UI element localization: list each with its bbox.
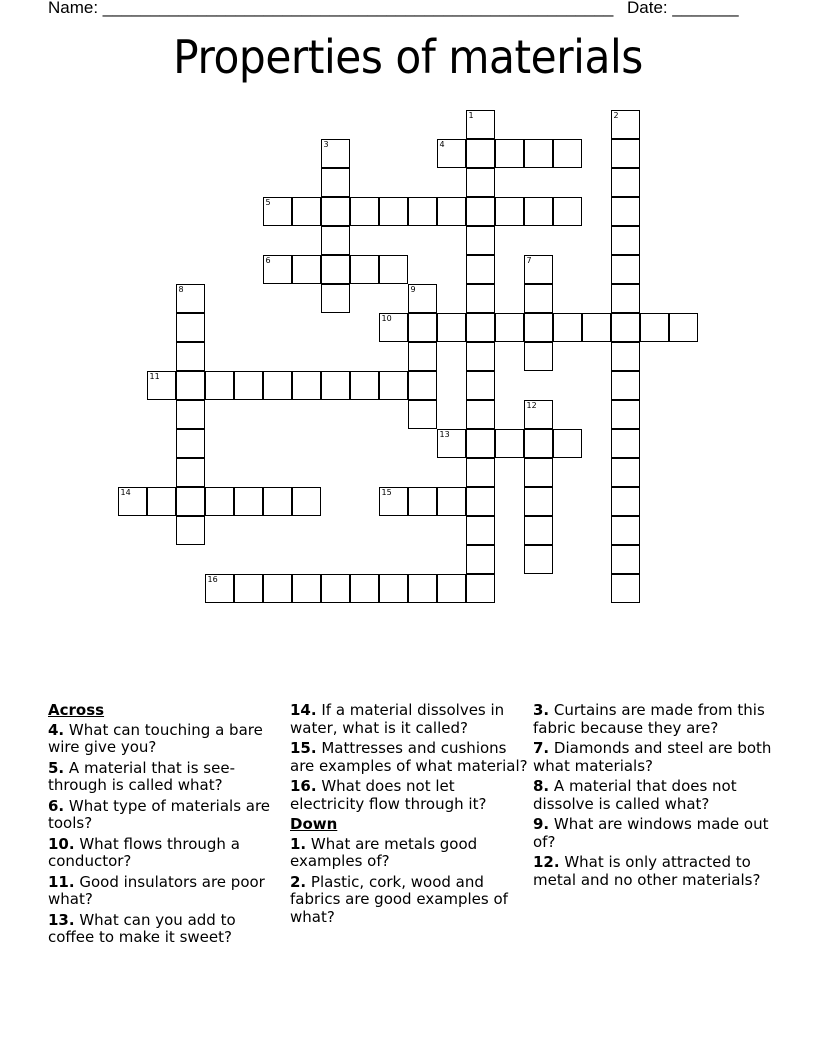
crossword-cell[interactable] bbox=[205, 487, 234, 516]
crossword-cell[interactable] bbox=[379, 574, 408, 603]
crossword-cell[interactable] bbox=[379, 197, 408, 226]
crossword-cell[interactable] bbox=[321, 255, 350, 284]
crossword-cell[interactable] bbox=[176, 371, 205, 400]
clue-number-label: 13 bbox=[439, 430, 450, 439]
crossword-cell[interactable] bbox=[466, 284, 495, 313]
crossword-cell[interactable] bbox=[176, 400, 205, 429]
crossword-cell[interactable] bbox=[466, 139, 495, 168]
crossword-cell[interactable] bbox=[350, 255, 379, 284]
clue-text: What are metals good examples of? bbox=[290, 834, 478, 870]
clue-number: 12. bbox=[533, 853, 560, 871]
crossword-cell[interactable] bbox=[263, 487, 292, 516]
crossword-cell[interactable] bbox=[350, 197, 379, 226]
crossword-cell[interactable] bbox=[292, 197, 321, 226]
clue-number-label: 10 bbox=[381, 314, 392, 323]
crossword-cell[interactable] bbox=[553, 139, 582, 168]
clue-number: 3. bbox=[533, 701, 550, 719]
clue-across-4 bbox=[48, 722, 280, 757]
crossword-cell[interactable] bbox=[176, 313, 205, 342]
clue-number-label: 9 bbox=[410, 285, 416, 294]
crossword-cell[interactable] bbox=[437, 487, 466, 516]
clue-number: 11. bbox=[48, 872, 75, 891]
clue-number-label: 16 bbox=[207, 575, 218, 584]
crossword-cell[interactable] bbox=[524, 545, 553, 574]
clue-number-label: 12 bbox=[526, 401, 537, 410]
clue-across-13 bbox=[48, 912, 280, 947]
clue-down-3 bbox=[533, 702, 773, 737]
clue-across-6 bbox=[48, 798, 280, 833]
clue-across-10 bbox=[48, 836, 280, 871]
clue-text: Curtains are made from this fabric because they are? bbox=[533, 701, 765, 737]
clue-text: Good insulators are poor what? bbox=[48, 872, 265, 908]
crossword-cell[interactable] bbox=[466, 226, 495, 255]
crossword-cell[interactable] bbox=[495, 197, 524, 226]
clue-text: A material that does not dissolve is called what? bbox=[533, 777, 737, 813]
crossword-cell[interactable] bbox=[292, 371, 321, 400]
clue-number: 15. bbox=[290, 739, 317, 757]
down-heading: Down bbox=[290, 815, 338, 833]
crossword-cell[interactable] bbox=[524, 487, 553, 516]
date-field-label: Date: _______ bbox=[627, 0, 739, 17]
crossword-cell[interactable] bbox=[263, 371, 292, 400]
crossword-cell[interactable] bbox=[408, 400, 437, 429]
clues-column-1 bbox=[48, 702, 280, 950]
crossword-cell[interactable] bbox=[263, 255, 292, 284]
crossword-cell[interactable] bbox=[611, 284, 640, 313]
crossword-cell[interactable] bbox=[321, 371, 350, 400]
clue-text: What does not let electricity flow through it? bbox=[290, 777, 487, 813]
crossword-cell[interactable] bbox=[466, 110, 495, 139]
crossword-cell[interactable] bbox=[611, 371, 640, 400]
crossword-cell[interactable] bbox=[553, 313, 582, 342]
crossword-cell[interactable] bbox=[437, 574, 466, 603]
clue-across-11 bbox=[48, 874, 280, 909]
clue-across-14 bbox=[290, 702, 528, 737]
crossword-cell[interactable] bbox=[408, 371, 437, 400]
clue-text: Diamonds and steel are both what materials? bbox=[533, 739, 772, 775]
crossword-cell[interactable] bbox=[118, 487, 147, 516]
crossword-cell[interactable] bbox=[263, 574, 292, 603]
crossword-cell[interactable] bbox=[147, 487, 176, 516]
clue-number-label: 14 bbox=[120, 488, 131, 497]
clue-number-label: 11 bbox=[149, 372, 160, 381]
crossword-cell[interactable] bbox=[408, 574, 437, 603]
crossword-cell[interactable] bbox=[466, 255, 495, 284]
crossword-cell[interactable] bbox=[205, 574, 234, 603]
name-field-label: Name: ______________________________________________________ bbox=[48, 0, 614, 17]
crossword-cell[interactable] bbox=[350, 574, 379, 603]
crossword-cell[interactable] bbox=[611, 226, 640, 255]
clue-number-label: 8 bbox=[178, 285, 184, 294]
clues-column-3 bbox=[533, 702, 773, 892]
crossword-cell[interactable] bbox=[408, 197, 437, 226]
crossword-cell[interactable] bbox=[176, 429, 205, 458]
crossword-cell[interactable] bbox=[466, 487, 495, 516]
clue-number: 1. bbox=[290, 834, 307, 853]
clue-text: What can touching a bare wire give you? bbox=[48, 720, 263, 756]
crossword-cell[interactable] bbox=[466, 342, 495, 371]
clue-text: What can you add to coffee to make it sweet? bbox=[48, 910, 236, 946]
clue-number: 16. bbox=[290, 777, 317, 795]
crossword-cell[interactable] bbox=[234, 487, 263, 516]
clue-number: 13. bbox=[48, 910, 75, 929]
crossword-cell[interactable] bbox=[466, 429, 495, 458]
crossword-cell[interactable] bbox=[524, 342, 553, 371]
crossword-cell[interactable] bbox=[379, 371, 408, 400]
clue-number: 2. bbox=[290, 872, 307, 891]
crossword-cell[interactable] bbox=[524, 139, 553, 168]
crossword-cell[interactable] bbox=[379, 487, 408, 516]
clue-number: 14. bbox=[290, 701, 317, 719]
clue-number: 5. bbox=[48, 758, 65, 777]
crossword-cell[interactable] bbox=[611, 458, 640, 487]
clue-text: Mattresses and cushions are examples of what material? bbox=[290, 739, 528, 775]
crossword-cell[interactable] bbox=[524, 429, 553, 458]
crossword-cell[interactable] bbox=[524, 255, 553, 284]
clues-column-2 bbox=[290, 702, 528, 929]
crossword-cell[interactable] bbox=[350, 371, 379, 400]
crossword-cell[interactable] bbox=[321, 197, 350, 226]
crossword-cell[interactable] bbox=[611, 110, 640, 139]
crossword-cell[interactable] bbox=[176, 458, 205, 487]
clue-text: What flows through a conductor? bbox=[48, 834, 240, 870]
crossword-cell[interactable] bbox=[466, 197, 495, 226]
crossword-cell[interactable] bbox=[321, 139, 350, 168]
clue-down-1 bbox=[290, 836, 528, 871]
across-heading: Across bbox=[48, 701, 105, 719]
crossword-cell[interactable] bbox=[495, 429, 524, 458]
crossword-cell[interactable] bbox=[321, 226, 350, 255]
clue-number-label: 2 bbox=[613, 111, 619, 120]
crossword-cell[interactable] bbox=[437, 197, 466, 226]
crossword-cell[interactable] bbox=[466, 458, 495, 487]
crossword-cell[interactable] bbox=[466, 168, 495, 197]
crossword-cell[interactable] bbox=[524, 197, 553, 226]
crossword-cell[interactable] bbox=[524, 313, 553, 342]
crossword-cell[interactable] bbox=[582, 313, 611, 342]
crossword-cell[interactable] bbox=[408, 487, 437, 516]
clue-number: 8. bbox=[533, 777, 550, 795]
crossword-cell[interactable] bbox=[466, 371, 495, 400]
crossword-cell[interactable] bbox=[466, 516, 495, 545]
crossword-cell[interactable] bbox=[408, 342, 437, 371]
clue-down-8 bbox=[533, 778, 773, 813]
crossword-cell[interactable] bbox=[524, 458, 553, 487]
crossword-cell[interactable] bbox=[321, 574, 350, 603]
crossword-cell[interactable] bbox=[466, 313, 495, 342]
crossword-cell[interactable] bbox=[611, 574, 640, 603]
clue-number: 6. bbox=[48, 796, 65, 815]
crossword-cell[interactable] bbox=[292, 574, 321, 603]
clue-number-label: 7 bbox=[526, 256, 532, 265]
clue-across-15 bbox=[290, 740, 528, 775]
crossword-cell[interactable] bbox=[176, 487, 205, 516]
crossword-cell[interactable] bbox=[466, 574, 495, 603]
crossword-cell[interactable] bbox=[611, 197, 640, 226]
clue-number-label: 15 bbox=[381, 488, 392, 497]
crossword-cell[interactable] bbox=[466, 545, 495, 574]
clue-text: What are windows made out of? bbox=[533, 815, 769, 851]
page-title: Properties of materials bbox=[173, 30, 643, 84]
crossword-cell[interactable] bbox=[379, 313, 408, 342]
crossword-cell[interactable] bbox=[611, 545, 640, 574]
crossword-cell[interactable] bbox=[611, 168, 640, 197]
clue-number: 4. bbox=[48, 720, 65, 739]
crossword-cell[interactable] bbox=[611, 400, 640, 429]
clue-text: What type of materials are tools? bbox=[48, 796, 271, 832]
clue-across-16 bbox=[290, 778, 528, 813]
crossword-cell[interactable] bbox=[611, 487, 640, 516]
clue-text: If a material dissolves in water, what is it called? bbox=[290, 701, 505, 737]
clue-number: 9. bbox=[533, 815, 550, 833]
crossword-cell[interactable] bbox=[524, 516, 553, 545]
clue-number: 7. bbox=[533, 739, 550, 757]
crossword-cell[interactable] bbox=[292, 487, 321, 516]
crossword-cell[interactable] bbox=[640, 313, 669, 342]
clue-text: A material that is see-through is called what? bbox=[48, 758, 235, 794]
crossword-cell[interactable] bbox=[321, 284, 350, 313]
crossword-cell[interactable] bbox=[524, 284, 553, 313]
crossword-cell[interactable] bbox=[524, 400, 553, 429]
crossword-cell[interactable] bbox=[495, 139, 524, 168]
crossword-cell[interactable] bbox=[611, 516, 640, 545]
crossword-cell[interactable] bbox=[321, 168, 350, 197]
crossword-cell[interactable] bbox=[611, 139, 640, 168]
clue-number-label: 6 bbox=[265, 256, 271, 265]
crossword-cell[interactable] bbox=[611, 342, 640, 371]
clue-text: Plastic, cork, wood and fabrics are good examples of what? bbox=[290, 872, 508, 926]
clue-across-5 bbox=[48, 760, 280, 795]
clue-number: 10. bbox=[48, 834, 75, 853]
crossword-cell[interactable] bbox=[408, 313, 437, 342]
clue-down-2 bbox=[290, 874, 528, 927]
clue-text: What is only attracted to metal and no other materials? bbox=[533, 853, 761, 889]
crossword-cell[interactable] bbox=[495, 313, 524, 342]
clue-down-12 bbox=[533, 854, 773, 889]
crossword-cell[interactable] bbox=[437, 313, 466, 342]
crossword-cell[interactable] bbox=[437, 139, 466, 168]
crossword-cell[interactable] bbox=[176, 284, 205, 313]
crossword-cell[interactable] bbox=[611, 429, 640, 458]
clue-number-label: 5 bbox=[265, 198, 271, 207]
crossword-cell[interactable] bbox=[466, 400, 495, 429]
crossword-cell[interactable] bbox=[176, 516, 205, 545]
crossword-cell[interactable] bbox=[553, 197, 582, 226]
crossword-cell[interactable] bbox=[379, 255, 408, 284]
clue-down-9 bbox=[533, 816, 773, 851]
crossword-cell[interactable] bbox=[437, 429, 466, 458]
clue-number-label: 3 bbox=[323, 140, 329, 149]
clue-down-7 bbox=[533, 740, 773, 775]
crossword-cell[interactable] bbox=[553, 429, 582, 458]
crossword-cell[interactable] bbox=[234, 371, 263, 400]
clue-number-label: 4 bbox=[439, 140, 445, 149]
crossword-cell[interactable] bbox=[234, 574, 263, 603]
crossword-cell[interactable] bbox=[408, 284, 437, 313]
crossword-cell[interactable] bbox=[205, 371, 234, 400]
crossword-cell[interactable] bbox=[263, 197, 292, 226]
crossword-cell[interactable] bbox=[176, 342, 205, 371]
clue-number-label: 1 bbox=[468, 111, 474, 120]
crossword-cell[interactable] bbox=[292, 255, 321, 284]
crossword-cell[interactable] bbox=[147, 371, 176, 400]
crossword-cell[interactable] bbox=[611, 313, 640, 342]
crossword-cell[interactable] bbox=[669, 313, 698, 342]
crossword-cell[interactable] bbox=[611, 255, 640, 284]
